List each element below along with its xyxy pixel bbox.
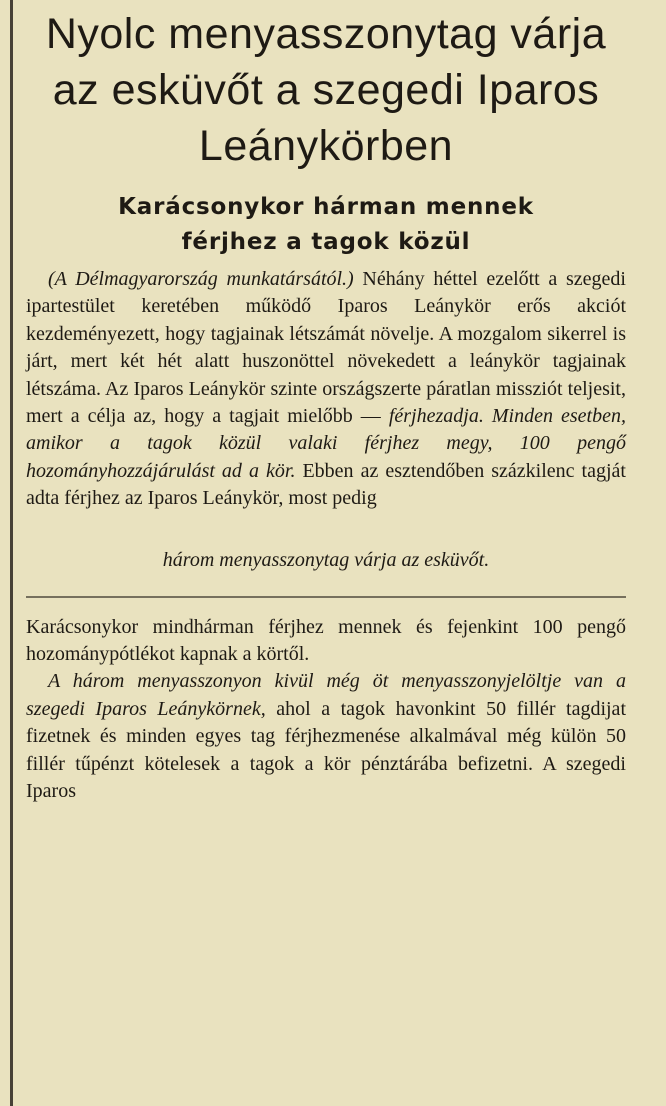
subheadline-line-2: férjhez a tagok közül — [181, 229, 471, 255]
subheadline-line-1: Karácsonykor hárman mennek — [118, 194, 534, 220]
paragraph-1 — [26, 266, 626, 513]
paragraph-1-emphasis: férjhezadja. Minden esetben, amikor a tagok közül valaki férjhez megy, 100 pengő hozományhozzájárulást ad a kör. — [26, 405, 626, 482]
column-rule — [10, 0, 13, 1106]
paragraph-3-emphasis: A három menyasszonyon kivül még öt menyasszonyjelöltje van a szegedi Iparos Leánykörnek, — [26, 670, 626, 720]
subheadline — [26, 190, 626, 260]
centered-italic-line: három menyasszonytag várja az esküvőt. — [162, 548, 490, 571]
attribution: (A Délmagyarország munkatársától.) — [48, 268, 354, 290]
paragraph-1-text: Néhány héttel ezelőtt a szegedi ipartestület keretében működő Iparos Leánykör erős akciót kezdeményezett, hogy tagjainak létszámát növelje. A mozgalom sikerrel is járt, mert két hét alatt huszonöttel növekedett a leánykör tagjainak létszáma. Az Iparos Leánykör szinte országszerte páratlan missziót teljesit, mert a célja az, hogy a tagjait mielőbb — — [26, 268, 626, 428]
paragraph-1-tail: Ebben az esztendőben százkilenc tagját adta férjhez az Iparos Leánykör, most pedig — [26, 459, 626, 510]
paragraph-3 — [26, 668, 626, 805]
headline: Nyolc menyasszonytag várja az esküvőt a szegedi Iparos Leánykörben — [45, 10, 607, 170]
paragraph-2: Karácsonykor mindhárman férjhez mennek és fejenkint 100 pengő hozománypótlékot kapnak a körtől. — [26, 615, 626, 666]
newspaper-article — [26, 0, 626, 806]
section-divider — [26, 596, 626, 598]
paragraph-3-text: ahol a tagok havonkint 50 fillér tagdijat fizetnek és minden egyes tag férjhezmenése alkalmával még külön 50 fillér tűpénzt kötelesek a tagok a kör pénztárába befizetni. A szegedi Iparos — [26, 697, 626, 803]
